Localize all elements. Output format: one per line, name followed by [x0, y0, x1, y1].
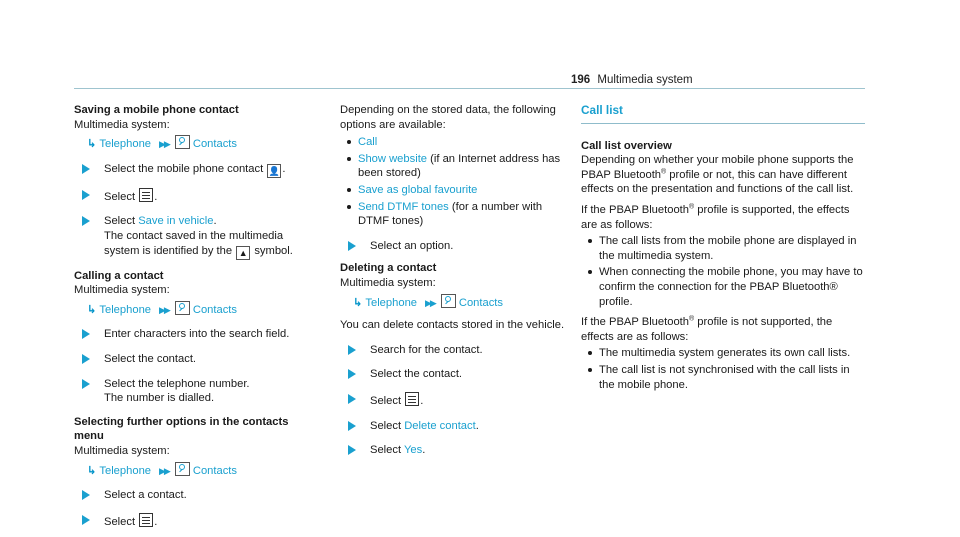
step-text: The number is dialled.: [104, 392, 215, 405]
step: [340, 367, 572, 382]
step-text: Select: [370, 394, 402, 407]
step-text: Select: [370, 444, 402, 457]
option-show-website[interactable]: Show website: [358, 152, 428, 165]
delete-description: You can delete contacts stored in the vehicle.: [340, 319, 565, 332]
step-arrow-icon: [348, 369, 356, 379]
list-item: [340, 135, 572, 150]
heading-deleting-contact: Deleting a contact: [340, 262, 437, 275]
column-middle: [340, 103, 572, 466]
step-text: Select an option.: [370, 239, 454, 252]
step: [74, 513, 306, 530]
nav-path: [74, 462, 306, 479]
step-text: Select: [104, 515, 136, 528]
list-item: The call list is not synchronised with the call lists in the mobile phone.: [581, 363, 865, 392]
step-text: .: [422, 444, 426, 457]
step-arrow-icon: [82, 190, 90, 200]
vehicle-person-icon: ▲: [236, 246, 250, 260]
step: [74, 352, 306, 367]
options-list: [340, 135, 572, 229]
step-text: Select: [370, 419, 402, 432]
link-telephone[interactable]: Telephone: [365, 296, 418, 309]
list-item: [340, 183, 572, 198]
step: [340, 343, 572, 358]
column-right: [581, 103, 865, 394]
heading-further-options: Selecting further options in the contacts menu: [74, 415, 289, 443]
fast-forward-icon: ▶▶: [425, 297, 435, 308]
enter-arrow-icon: ↳: [87, 464, 97, 477]
registered-mark: ®: [689, 315, 695, 323]
step-arrow-icon: [82, 490, 90, 500]
link-yes[interactable]: Yes: [404, 444, 423, 457]
search-icon: [175, 135, 190, 149]
options-intro: Depending on the stored data, the following options are available:: [340, 104, 556, 131]
step-arrow-icon: [82, 354, 90, 364]
section-title-call-list: Call list: [581, 103, 623, 117]
step: [340, 419, 572, 434]
heading-call-list-overview: Call list overview: [581, 139, 672, 152]
link-contacts[interactable]: Contacts: [192, 464, 238, 477]
system-label: Multimedia system:: [340, 276, 436, 289]
fast-forward-icon: ▶▶: [159, 465, 169, 476]
step-arrow-icon: [82, 216, 90, 226]
system-label: Multimedia system:: [74, 444, 170, 457]
list-item: The multimedia system generates its own call lists.: [581, 346, 865, 361]
step-text: Select the contact.: [104, 352, 197, 365]
step-arrow-icon: [348, 421, 356, 431]
enter-arrow-icon: ↳: [87, 138, 97, 151]
step-text: .: [154, 515, 158, 528]
step-arrow-icon: [348, 345, 356, 355]
step-text: Enter characters into the search field.: [104, 328, 290, 341]
para-text: profile or not, this can have different effects on the presentation and functions of the call list.: [581, 168, 854, 196]
heading-saving-contact: Saving a mobile phone contact: [74, 104, 239, 116]
step-text: Select the contact.: [370, 368, 463, 381]
step-text: .: [154, 190, 158, 203]
para-text: profile is not supported, the effects are as follows:: [581, 316, 833, 343]
nav-path: [340, 294, 572, 311]
link-delete-contact[interactable]: Delete contact: [404, 419, 476, 432]
step-text: .: [213, 215, 217, 228]
step-arrow-icon: [82, 164, 90, 174]
person-icon: 👤: [268, 165, 280, 176]
link-telephone[interactable]: Telephone: [99, 138, 152, 151]
fast-forward-icon: ▶▶: [159, 139, 169, 150]
option-save-global-favourite[interactable]: Save as global favourite: [358, 183, 478, 196]
step: [74, 488, 306, 503]
enter-arrow-icon: ↳: [353, 296, 363, 309]
step-text: Select a contact.: [104, 489, 187, 502]
option-send-dtmf[interactable]: Send DTMF tones: [358, 200, 449, 213]
para-text: Depending on whether your mobile phone supports the PBAP Bluetooth: [581, 154, 854, 181]
step-text: Select: [104, 190, 136, 203]
link-telephone[interactable]: Telephone: [99, 303, 152, 316]
step-text: Select the telephone number.: [104, 377, 250, 390]
paragraph: [581, 315, 865, 344]
step-arrow-icon: [82, 379, 90, 389]
step: [74, 214, 306, 259]
option-call[interactable]: Call: [358, 136, 378, 149]
para-text: profile is supported, the effects are as follows:: [581, 203, 850, 231]
step-text: The contact saved in the multimedia system is identified by the: [104, 229, 284, 257]
paragraph: [581, 153, 865, 197]
step-text: .: [282, 162, 286, 175]
link-contacts[interactable]: Contacts: [192, 138, 238, 151]
step-text: Select the mobile phone contact: [104, 162, 264, 175]
registered-mark: ®: [689, 203, 695, 211]
step: [340, 239, 572, 254]
step: [340, 392, 572, 409]
link-contacts[interactable]: Contacts: [192, 303, 238, 316]
paragraph: [581, 203, 865, 232]
para-text: If the PBAP Bluetooth: [581, 316, 690, 329]
step-arrow-icon: [348, 241, 356, 251]
step-arrow-icon: [348, 445, 356, 455]
link-contacts[interactable]: Contacts: [458, 296, 504, 309]
step-text: Select: [104, 215, 136, 228]
registered-mark: ®: [661, 168, 667, 176]
column-left: [74, 103, 306, 537]
header-divider: [74, 88, 865, 89]
enter-arrow-icon: ↳: [87, 303, 97, 316]
page-header: [571, 73, 693, 88]
step-text: symbol.: [254, 244, 293, 257]
list-item: [340, 200, 572, 229]
link-telephone[interactable]: Telephone: [99, 464, 152, 477]
step: [74, 188, 306, 205]
search-icon: [441, 294, 456, 308]
step: [74, 377, 306, 406]
item-text: (if an Internet address has been stored): [358, 152, 561, 180]
step: [74, 327, 306, 342]
search-icon: [175, 462, 190, 476]
list-item: When connecting the mobile phone, you may have to confirm the connection for the PBAP Bluetooth® profile.: [581, 265, 865, 309]
para-text: If the PBAP Bluetooth: [581, 203, 690, 216]
list-item: The call lists from the mobile phone are displayed in the multimedia system.: [581, 234, 865, 263]
heading-calling-contact: Calling a contact: [74, 269, 164, 282]
system-label: Multimedia system:: [74, 284, 170, 297]
step-arrow-icon: [82, 515, 90, 525]
item-text: (for a number with DTMF tones): [358, 200, 543, 228]
fast-forward-icon: ▶▶: [159, 304, 169, 315]
nav-path: [74, 135, 306, 152]
menu-icon: [405, 392, 419, 406]
step: [74, 162, 306, 178]
section-name: Multimedia system: [597, 74, 693, 86]
step-arrow-icon: [82, 329, 90, 339]
section-divider: [581, 123, 865, 124]
search-icon: [175, 301, 190, 315]
page-number: 196: [571, 74, 591, 86]
system-label: Multimedia system:: [74, 118, 170, 131]
link-save-in-vehicle[interactable]: Save in vehicle: [138, 215, 214, 228]
menu-icon: [139, 188, 153, 202]
list-item: [340, 152, 572, 181]
step-text: Search for the contact.: [370, 343, 483, 356]
menu-icon: [139, 513, 153, 527]
step-text: .: [475, 419, 479, 432]
step-text: .: [420, 394, 424, 407]
step: [340, 443, 572, 458]
nav-path: [74, 301, 306, 318]
step-arrow-icon: [348, 394, 356, 404]
